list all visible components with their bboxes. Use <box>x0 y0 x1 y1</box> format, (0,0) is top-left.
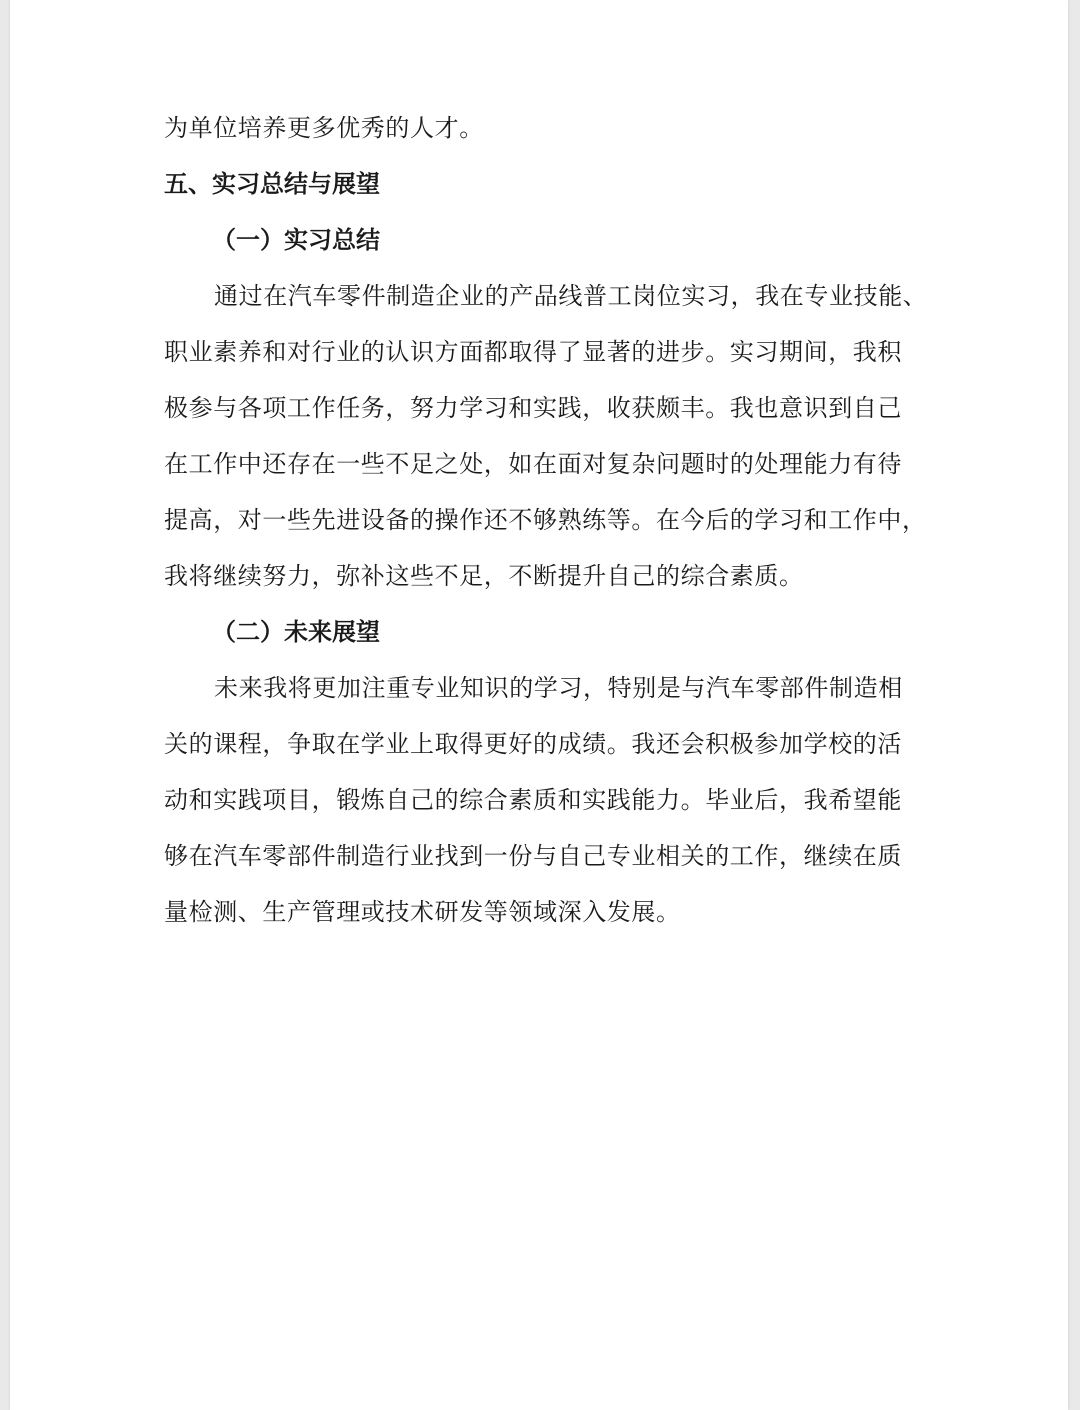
paragraph-line: 提高，对一些先进设备的操作还不够熟练等。在今后的学习和工作中， <box>164 506 927 534</box>
paragraph-line: 极参与各项工作任务，努力学习和实践，收获颇丰。我也意识到自己 <box>164 394 902 422</box>
intro-line: 为单位培养更多优秀的人才。 <box>164 114 484 142</box>
paragraph-line: 在工作中还存在一些不足之处，如在面对复杂问题时的处理能力有待 <box>164 450 902 478</box>
paragraph-line: 动和实践项目，锻炼自己的综合素质和实践能力。毕业后，我希望能 <box>164 786 902 814</box>
document-page <box>10 0 1068 1410</box>
document-body <box>164 100 930 940</box>
paragraph-line: 我将继续努力，弥补这些不足，不断提升自己的综合素质。 <box>164 562 804 590</box>
paragraph-line: 关的课程，争取在学业上取得更好的成绩。我还会积极参加学校的活 <box>164 730 902 758</box>
paragraph-line: 职业素养和对行业的认识方面都取得了显著的进步。实习期间，我积 <box>164 338 902 366</box>
section-title: 五、实习总结与展望 <box>164 170 380 198</box>
paragraph-line: 未来我将更加注重专业知识的学习，特别是与汽车零部件制造相 <box>214 674 903 702</box>
paragraph-line: 够在汽车零部件制造行业找到一份与自己专业相关的工作，继续在质 <box>164 842 902 870</box>
subsection-title-outlook: （二）未来展望 <box>212 618 380 646</box>
paragraph-line: 量检测、生产管理或技术研发等领域深入发展。 <box>164 898 681 926</box>
paragraph-line: 通过在汽车零件制造企业的产品线普工岗位实习，我在专业技能、 <box>214 282 928 310</box>
subsection-title-summary: （一）实习总结 <box>212 226 380 254</box>
